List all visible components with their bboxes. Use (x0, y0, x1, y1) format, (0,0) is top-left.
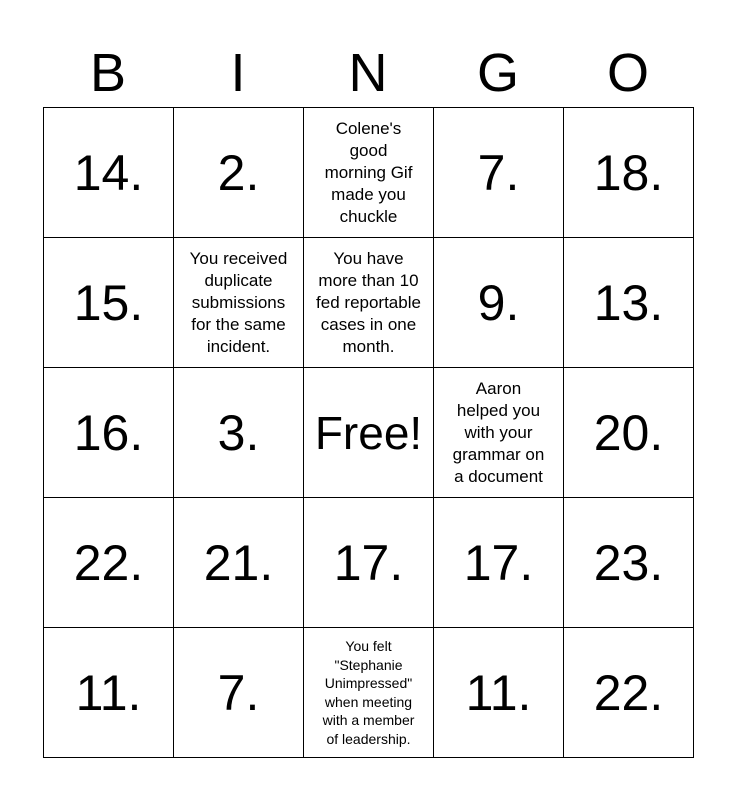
bingo-cell[interactable] (434, 238, 564, 368)
cell-label: 22. (593, 664, 664, 721)
header-letter-i: I (230, 43, 246, 103)
cell-label: 18. (593, 144, 664, 201)
cell-label: Colene's good morning Gif made you chuckle (324, 118, 413, 226)
bingo-cell[interactable] (174, 628, 304, 758)
cell-label: 13. (593, 274, 664, 331)
bingo-cell[interactable] (44, 628, 174, 758)
bingo-cell[interactable] (44, 238, 174, 368)
bingo-cell[interactable] (564, 628, 694, 758)
cell-label: You have more than 10 fed reportable cases in one month. (316, 248, 421, 356)
bingo-cell[interactable] (174, 238, 304, 368)
cell-label: You received duplicate submissions for the same incident. (189, 248, 288, 356)
header-letter-n: N (348, 43, 388, 103)
bingo-header (43, 40, 693, 106)
cell-label: Free! (314, 406, 423, 459)
bingo-cell[interactable] (304, 108, 434, 238)
header-letter-b: B (89, 43, 127, 103)
bingo-cell[interactable] (564, 368, 694, 498)
cell-label: 3. (217, 404, 260, 461)
cell-label: You felt "Stephanie Unimpressed" when meeting with a member of leadership. (322, 638, 415, 747)
bingo-cell[interactable] (44, 368, 174, 498)
cell-label: 7. (217, 664, 260, 721)
bingo-cell[interactable] (304, 628, 434, 758)
cell-label: 7. (477, 144, 520, 201)
cell-label: 17. (463, 534, 534, 591)
cell-label: 16. (73, 404, 144, 461)
bingo-cell[interactable] (174, 108, 304, 238)
bingo-cell[interactable] (174, 368, 304, 498)
bingo-cell[interactable] (434, 108, 564, 238)
cell-label: 23. (593, 534, 664, 591)
cell-label: 15. (73, 274, 144, 331)
cell-label: 14. (73, 144, 144, 201)
bingo-cell[interactable] (44, 498, 174, 628)
bingo-cell[interactable] (564, 238, 694, 368)
cell-label: 21. (203, 534, 274, 591)
cell-label: 22. (73, 534, 144, 591)
header-letter-o: O (606, 43, 649, 103)
cell-label: Aaron helped you with your grammar on a document (452, 378, 545, 486)
bingo-cell[interactable] (564, 108, 694, 238)
bingo-cell[interactable] (304, 238, 434, 368)
bingo-board (43, 107, 694, 758)
cell-label: 11. (75, 664, 142, 721)
cell-label: 17. (333, 534, 404, 591)
cell-label: 9. (477, 274, 520, 331)
bingo-cell[interactable] (174, 498, 304, 628)
bingo-cell[interactable] (564, 498, 694, 628)
header-letter-g: G (476, 43, 519, 103)
bingo-cell[interactable] (434, 628, 564, 758)
cell-label: 2. (217, 144, 260, 201)
bingo-cell[interactable] (304, 498, 434, 628)
cell-label: 20. (593, 404, 664, 461)
cell-label: 11. (465, 664, 532, 721)
bingo-cell[interactable] (44, 108, 174, 238)
free-space-cell[interactable] (304, 368, 434, 498)
bingo-cell[interactable] (434, 498, 564, 628)
bingo-cell[interactable] (434, 368, 564, 498)
